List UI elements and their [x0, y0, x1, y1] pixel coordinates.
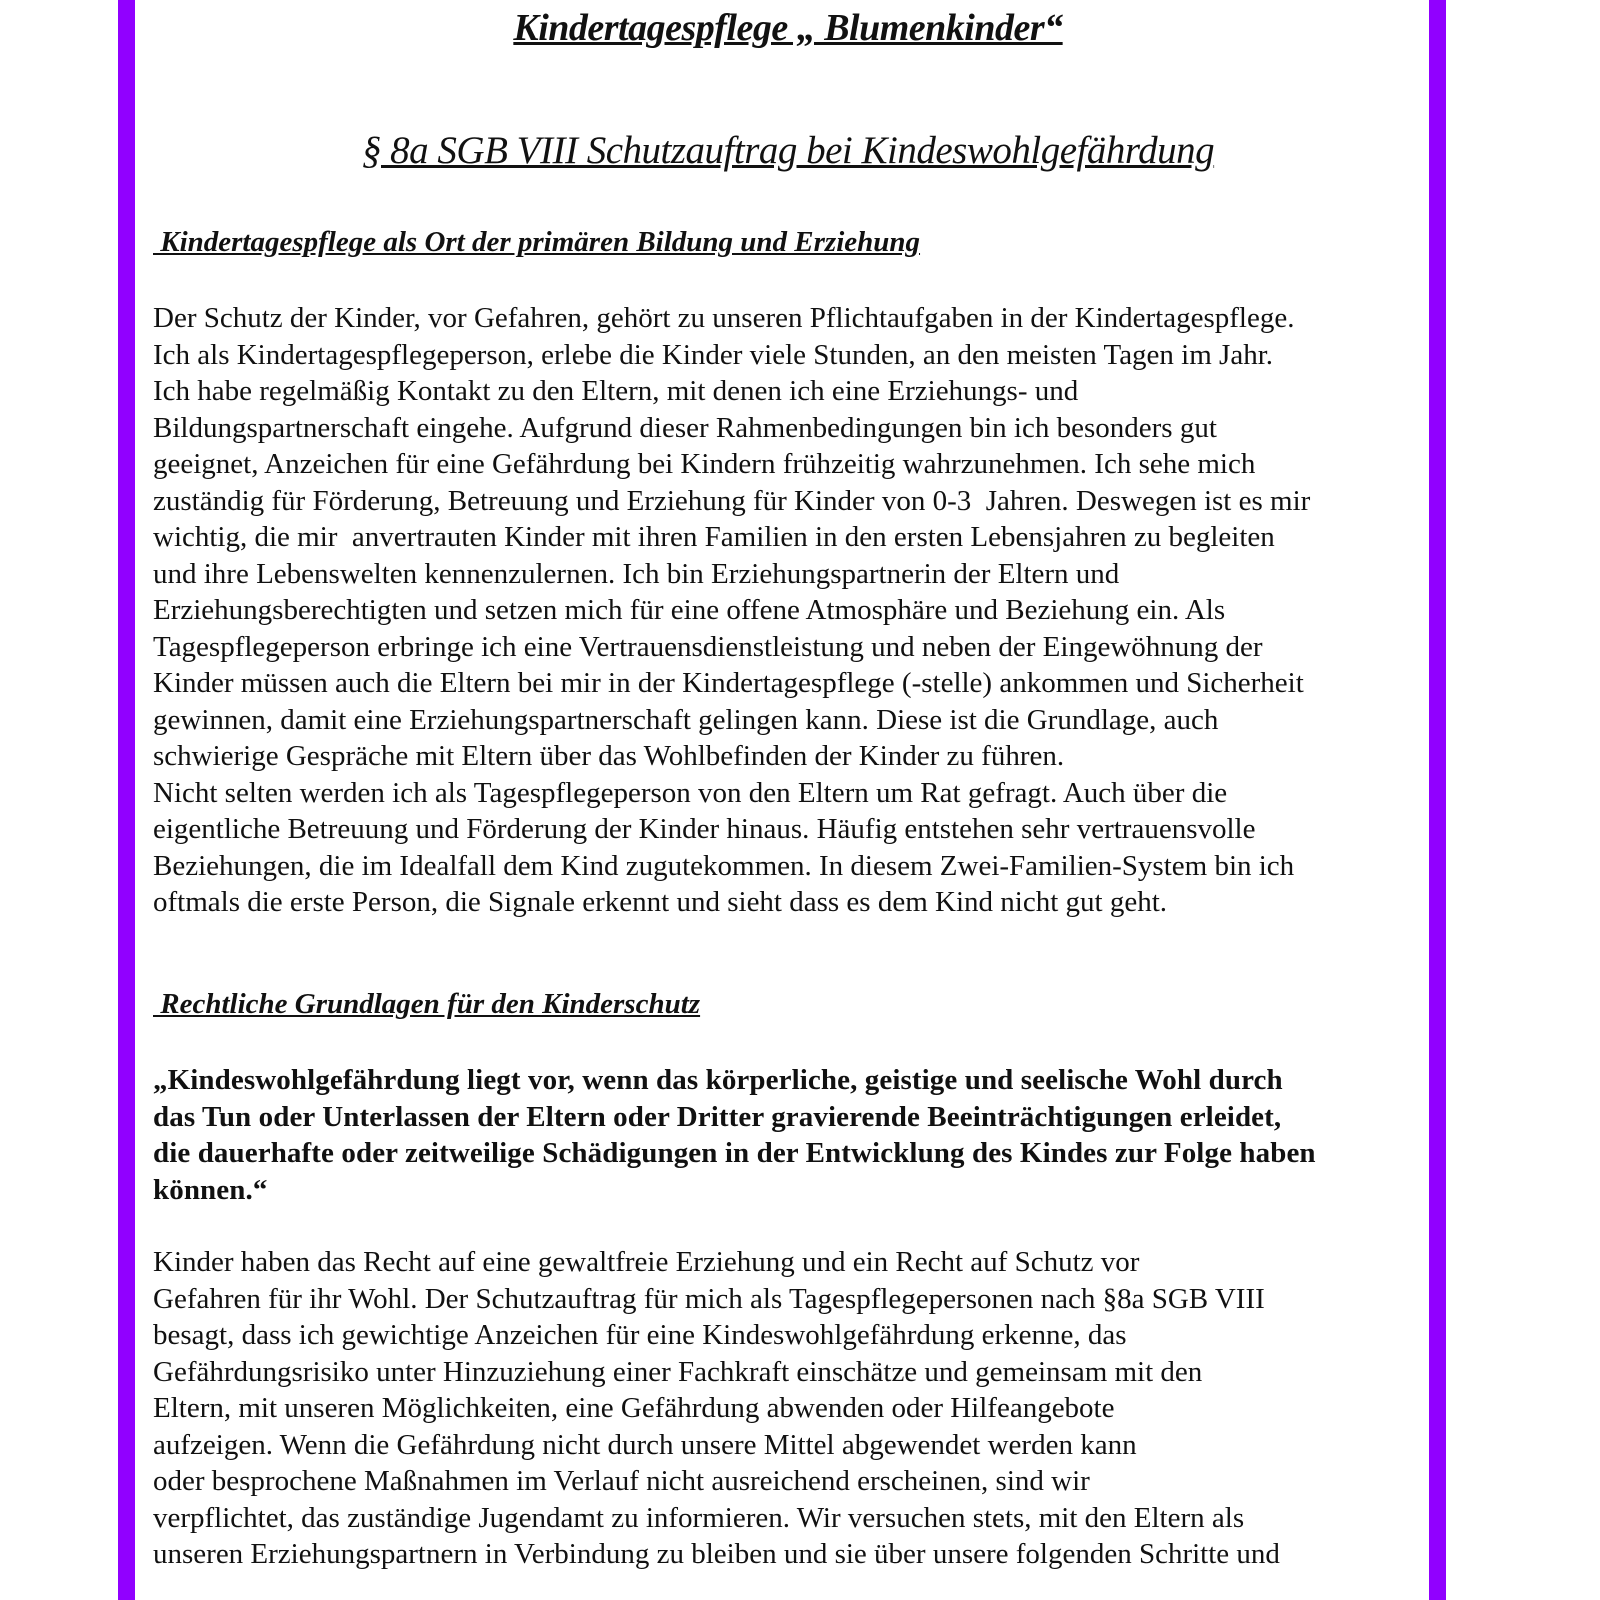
page-border-right: [1429, 0, 1446, 1600]
text-line: Kinder haben das Recht auf eine gewaltfreie Erziehung und ein Recht auf Schutz vor: [153, 1246, 1140, 1278]
text-line: eigentliche Betreuung und Förderung der Kinder hinaus. Häufig entstehen sehr vertrauensvolle: [153, 813, 1256, 845]
text-line: Ich habe regelmäßig Kontakt zu den Eltern, mit denen ich eine Erziehungs- und: [153, 375, 1079, 407]
document-subtitle: § 8a SGB VIII Schutzauftrag bei Kindeswohlgefährdung: [361, 129, 1215, 172]
text-line: können.“: [153, 1173, 268, 1206]
text-line: geeignet, Anzeichen für eine Gefährdung bei Kindern frühzeitig wahrzunehmen. Ich sehe mich: [153, 448, 1256, 480]
text-line: unseren Erziehungspartnern in Verbindung zu bleiben und sie über unsere folgenden Schritte und: [153, 1538, 1280, 1570]
text-line: oder besprochene Maßnahmen im Verlauf nicht ausreichend erscheinen, sind wir: [153, 1465, 1090, 1497]
section-heading: Kindertagespflege als Ort der primären Bildung und Erziehung: [153, 226, 921, 258]
definition-quote: [153, 1062, 1316, 1208]
text-line: aufzeigen. Wenn die Gefährdung nicht durch unsere Mittel abgewendet werden kann: [153, 1428, 1137, 1461]
document-title: Kindertagespflege „ Blumenkinder“: [513, 7, 1063, 49]
section-paragraph: [153, 1244, 1280, 1573]
text-line: Tagespflegeperson erbringe ich eine Vertrauensdienstleistung und neben der Eingewöhnung der: [153, 630, 1263, 663]
text-line: zuständig für Förderung, Betreuung und Erziehung für Kinder von 0-3 Jahren. Deswegen ist es mir: [153, 484, 1311, 517]
text-line: Erziehungsberechtigten und setzen mich für eine offene Atmosphäre und Beziehung ein. Als: [153, 594, 1226, 626]
text-line: verpflichtet, das zuständige Jugendamt zu informieren. Wir versuchen stets, mit den Eltern als: [153, 1501, 1245, 1534]
text-line: schwierige Gespräche mit Eltern über das Wohlbefinden der Kinder zu führen.: [153, 740, 1065, 772]
section-paragraph: [153, 300, 1310, 921]
text-line: die dauerhafte oder zeitweilige Schädigungen in der Entwicklung des Kindes zur Folge haben: [153, 1137, 1316, 1169]
text-line: und ihre Lebenswelten kennenzulernen. Ich bin Erziehungspartnerin der Eltern und: [153, 557, 1120, 590]
page-border-left: [118, 0, 135, 1600]
text-line: Ich als Kindertagespflegeperson, erlebe die Kinder viele Stunden, an den meisten Tagen im Jahr.: [153, 338, 1274, 371]
text-line: Nicht selten werden ich als Tagespflegeperson von den Eltern um Rat gefragt. Auch über die: [153, 776, 1228, 809]
text-line: gewinnen, damit eine Erziehungspartnerschaft gelingen kann. Diese ist die Grundlage, auch: [153, 703, 1219, 736]
text-line: „Kindeswohlgefährdung liegt vor, wenn das körperliche, geistige und seelische Wohl durch: [153, 1064, 1283, 1096]
text-line: wichtig, die mir anvertrauten Kinder mit ihren Familien in den ersten Lebensjahren zu begleiten: [153, 521, 1275, 553]
text-line: Eltern, mit unseren Möglichkeiten, eine Gefährdung abwenden oder Hilfeangebote: [153, 1392, 1115, 1424]
text-line: Beziehungen, die im Idealfall dem Kind zugutekommen. In diesem Zwei-Familien-System bin ich: [153, 849, 1295, 882]
text-line: besagt, dass ich gewichtige Anzeichen für eine Kindeswohlgefährdung erkenne, das: [153, 1319, 1127, 1351]
section-heading: Rechtliche Grundlagen für den Kinderschutz: [153, 988, 701, 1020]
text-line: das Tun oder Unterlassen der Eltern oder Dritter gravierende Beeinträchtigungen erleidet,: [153, 1100, 1282, 1133]
text-line: Bildungspartnerschaft eingehe. Aufgrund dieser Rahmenbedingungen bin ich besonders gut: [153, 411, 1217, 444]
text-line: oftmals die erste Person, die Signale erkennt und sieht dass es dem Kind nicht gut geht.: [153, 886, 1167, 918]
text-line: Der Schutz der Kinder, vor Gefahren, gehört zu unseren Pflichtaufgaben in der Kindertagespflege.: [153, 302, 1295, 334]
text-line: Gefährdungsrisiko unter Hinzuziehung einer Fachkraft einschätze und gemeinsam mit den: [153, 1355, 1203, 1388]
text-line: Kinder müssen auch die Eltern bei mir in der Kindertagespflege (-stelle) ankommen und Sicherheit: [153, 667, 1304, 699]
text-line: Gefahren für ihr Wohl. Der Schutzauftrag für mich als Tagespflegepersonen nach §8a SGB VIII: [153, 1282, 1265, 1315]
